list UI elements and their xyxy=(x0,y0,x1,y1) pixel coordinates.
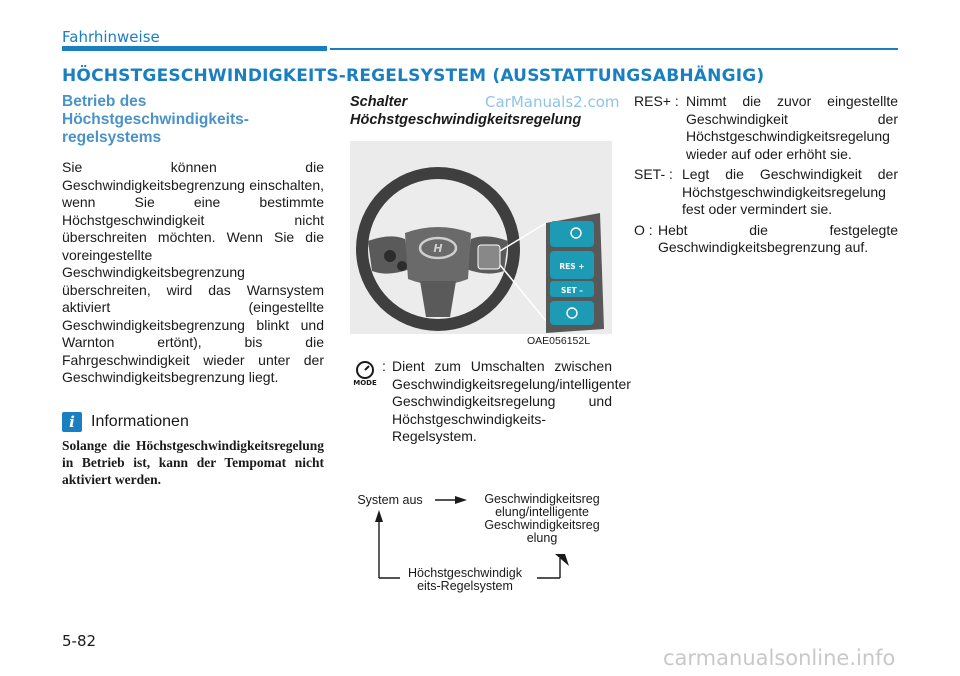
column-3 xyxy=(634,93,898,257)
left-control-1 xyxy=(384,250,396,262)
limiter-mode-button xyxy=(550,221,594,247)
lower-spoke xyxy=(420,281,456,317)
mode-colon: : xyxy=(382,358,386,374)
mode-flow-diagram xyxy=(345,488,615,600)
header-rule xyxy=(330,48,898,50)
res-plus-label: RES + xyxy=(559,262,585,271)
logo-letter: H xyxy=(433,242,443,255)
section-label: Fahrhinweise xyxy=(62,28,160,46)
flow-limiter-line-2: eits-Regelsystem xyxy=(417,579,513,593)
arrow-up-head xyxy=(375,510,383,522)
steering-wheel-figure xyxy=(350,141,612,334)
arrow-right-head xyxy=(455,496,467,504)
mode-description xyxy=(382,358,631,446)
figure-caption: OAE056152L xyxy=(527,335,591,347)
switch-heading-line-2: Höchstgeschwindigkeitsregelung xyxy=(350,112,582,128)
page-title: HÖCHSTGESCHWINDIGKEITS-REGELSYSTEM (AUSSTATTUNGSABHÄNGIG) xyxy=(62,66,765,86)
cancel-button xyxy=(550,301,594,325)
flow-cruise-line-2: elung/intelligente xyxy=(495,505,589,519)
flow-cruise-line-3: Geschwindigkeitsreg xyxy=(484,518,600,532)
def-term-cancel: O : xyxy=(634,221,653,238)
flow-limiter-line-1: Höchstgeschwindigk xyxy=(408,566,522,580)
flow-cruise-line-4: elung xyxy=(526,531,558,545)
watermark-top: CarManuals2.com xyxy=(485,93,620,111)
def-term-set: SET- : xyxy=(634,166,673,182)
def-text-res: Nimmt die zuvor eingestellte Geschwindigkeit der Höchstgeschwindigkeitsregelung wieder auf oder erhöht sie. xyxy=(686,93,898,162)
left-control-2 xyxy=(397,261,407,271)
info-icon: i xyxy=(62,412,82,432)
info-heading xyxy=(62,412,189,432)
mode-description-text: Dient zum Umschalten zwischen Geschwindigkeitsregelung/intelligenter Geschwindigkeitsregelung und Höchstgeschwindigkeits-Regelsystem. xyxy=(392,358,631,444)
column-1 xyxy=(62,93,324,387)
def-text-set: Legt die Geschwindigkeit der Höchstgeschwindigkeitsregelung fest oder vermindert sie. xyxy=(682,166,898,217)
def-term-res: RES+ : xyxy=(634,93,679,109)
page-number: 5-82 xyxy=(62,632,97,650)
def-cancel xyxy=(634,222,898,257)
set-minus-label: SET – xyxy=(560,286,584,295)
subtitle-line-2: Höchstgeschwindigkeits- xyxy=(62,111,249,128)
flow-cruise-mode xyxy=(469,493,615,545)
airbag-hub xyxy=(405,227,471,285)
steering-wheel-illustration xyxy=(350,141,612,334)
intro-paragraph: Sie können die Geschwindigkeitsbegrenzung einschalten, wenn Sie eine bestimmte Höchstgeschwindigkeit nicht überschreiten möchten. Wenn Sie die voreingestellte Geschwindigkeitsbegrenzung überschreiten, wird das Warnsystem aktiviert (eingestellte Geschwindigkeitsbegrenzung blinkt und Warnton ertönt), bis die Fahrgeschwindigkeit wieder unter der Geschwindigkeitsbegrenzung liegt. xyxy=(62,159,324,385)
info-title: Informationen xyxy=(91,413,189,430)
mode-icon-label: MODE xyxy=(353,379,377,386)
subtitle-line-3: regelsystems xyxy=(62,129,162,146)
footer-watermark: carmanualsonline.info xyxy=(663,646,896,670)
info-text: Solange die Höchstgeschwindigkeitsregelung in Betrieb ist, kann der Tempomat nicht aktiviert werden. xyxy=(62,438,324,487)
def-set-minus xyxy=(634,166,898,219)
header-accent-bar xyxy=(62,46,327,51)
right-control-cluster xyxy=(478,245,500,269)
section-subtitle xyxy=(62,93,324,147)
mode-speedometer-icon xyxy=(350,360,380,386)
flow-system-off: System aus xyxy=(357,493,423,507)
switch-heading-line-1: Schalter xyxy=(350,94,408,110)
subtitle-line-1: Betrieb des xyxy=(62,93,147,110)
arrow-down-head xyxy=(555,554,569,566)
flow-cruise-line-1: Geschwindigkeitsreg xyxy=(484,492,600,506)
flow-limiter-mode xyxy=(395,567,535,593)
def-res-plus xyxy=(634,93,898,163)
def-text-cancel: Hebt die festgelegte Geschwindigkeitsbegrenzung auf. xyxy=(658,221,898,255)
